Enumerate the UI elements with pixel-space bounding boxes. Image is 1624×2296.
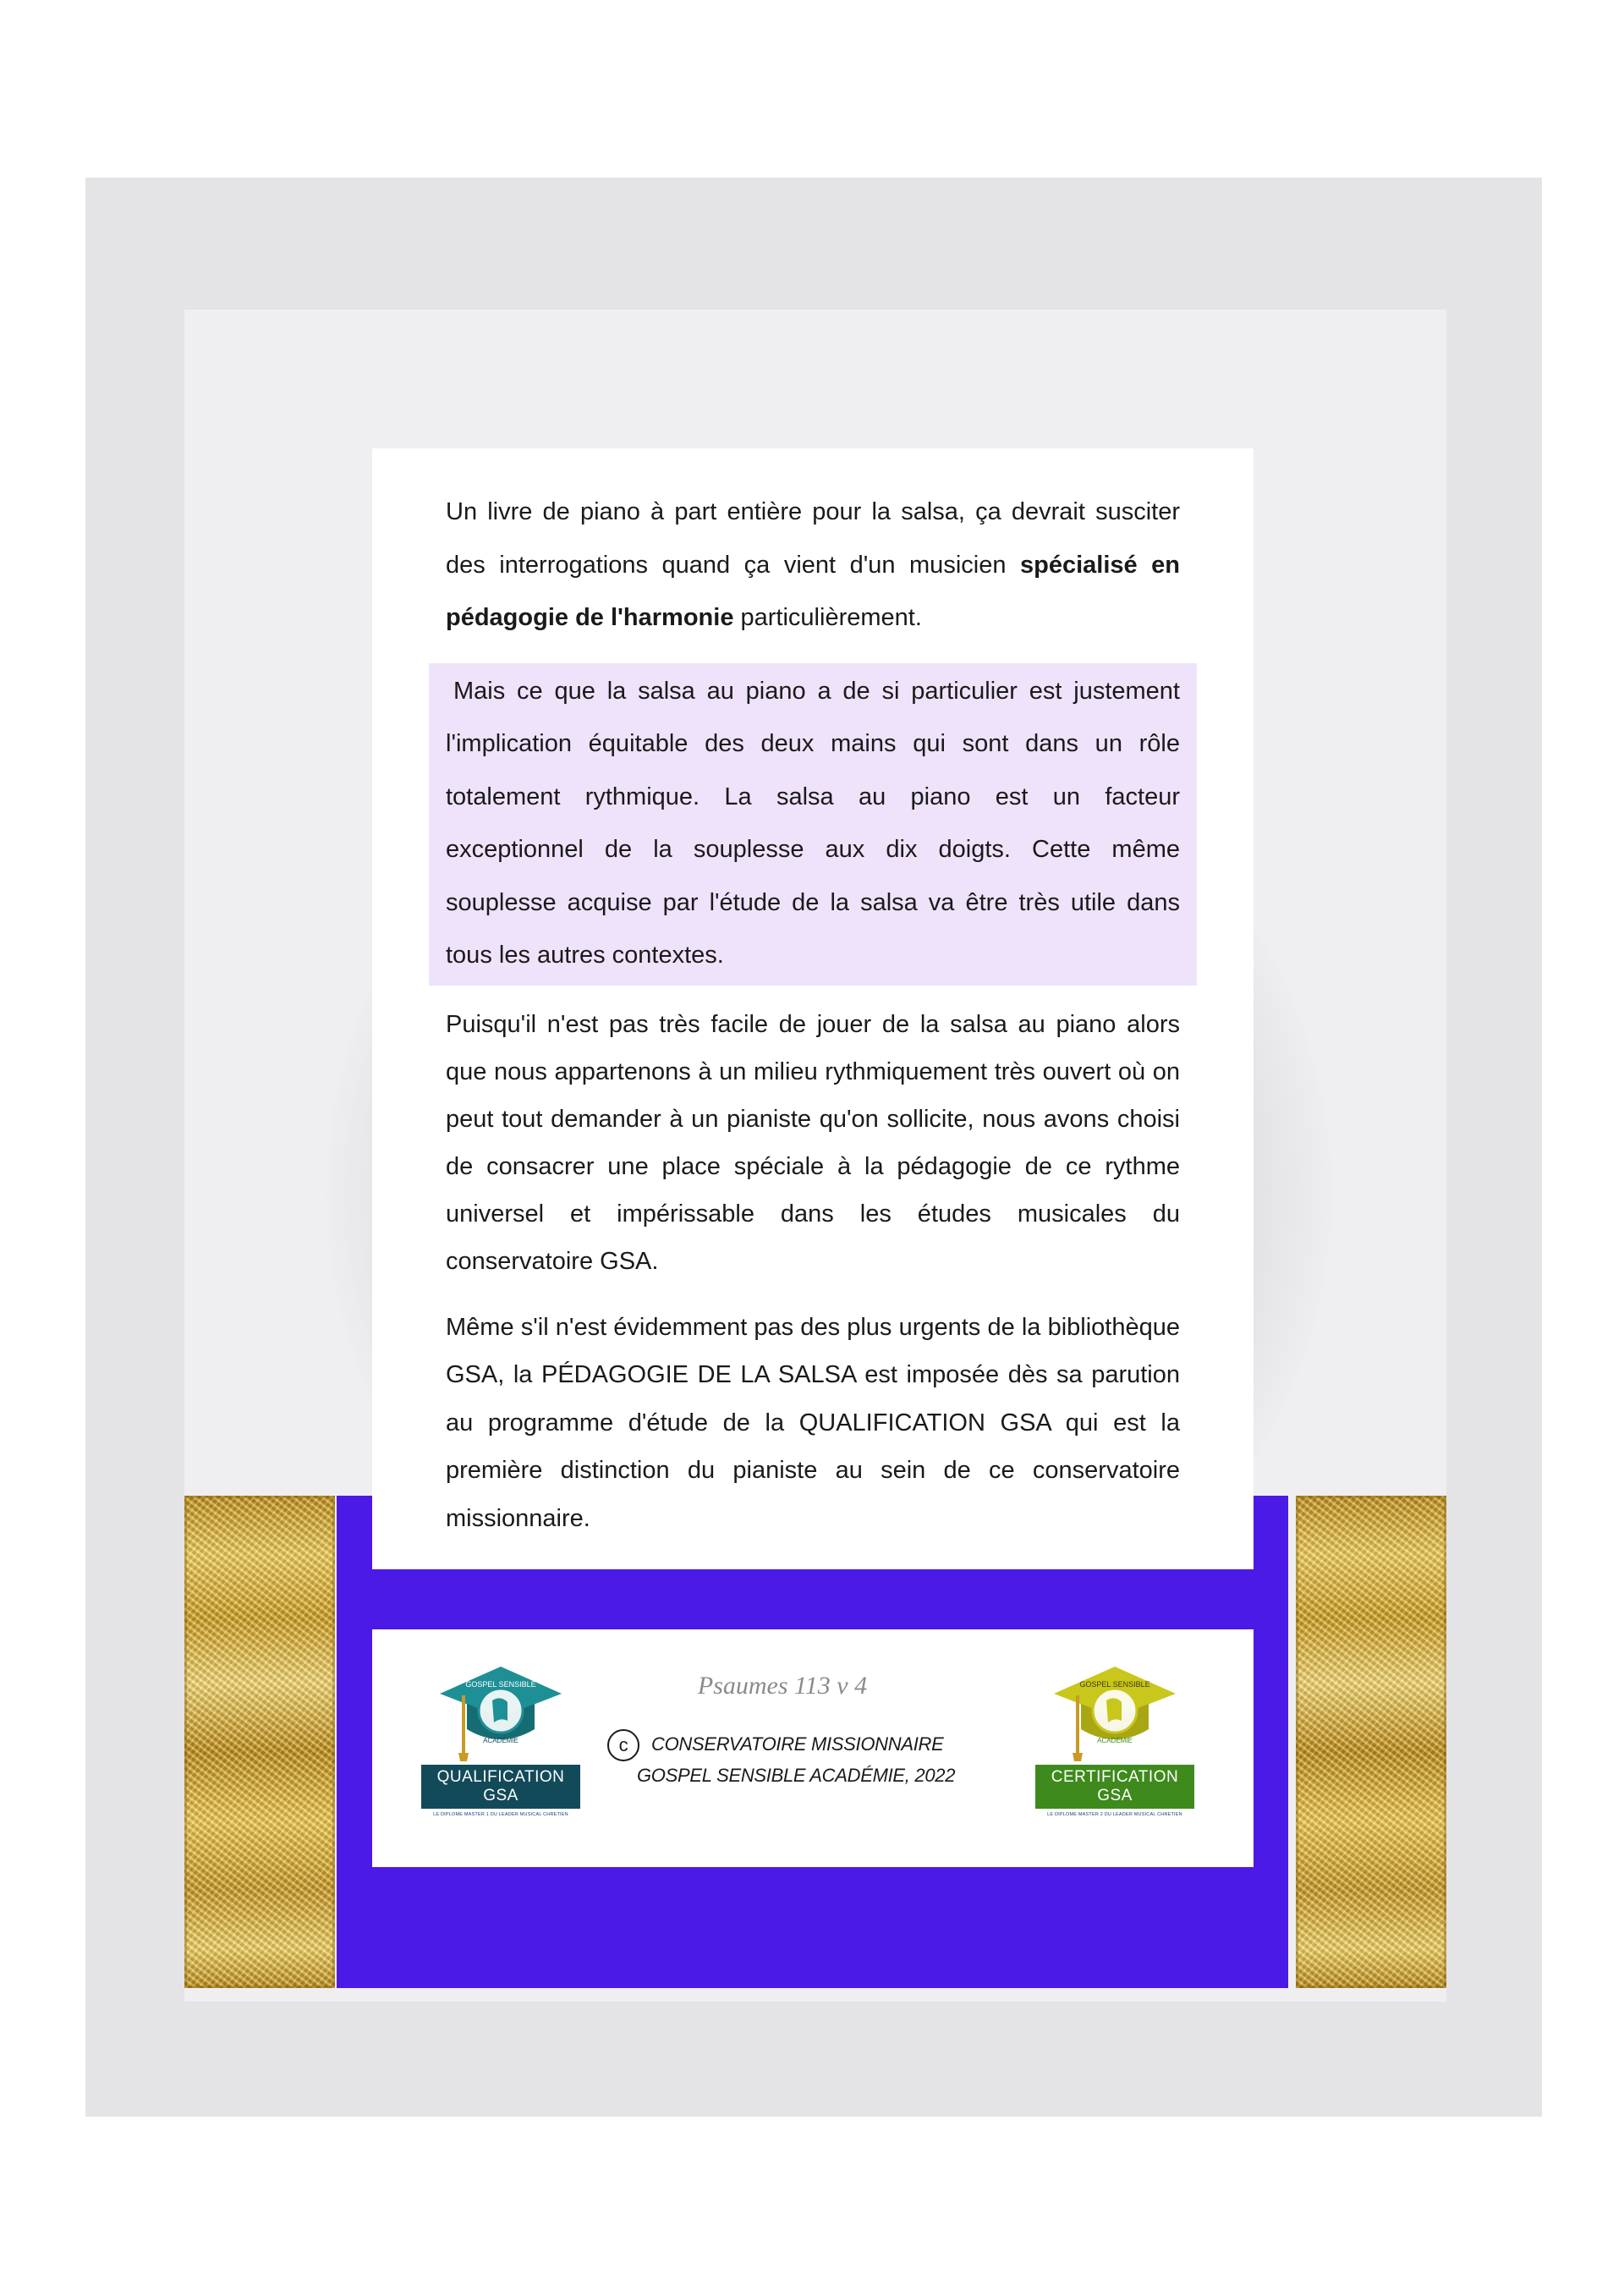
paragraph-1-text: Un livre de piano à part entière pour la salsa, ça devrait susciter des interrogations quand ça vient d'un musicien	[446, 498, 1180, 579]
certification-badge	[1034, 1662, 1196, 1817]
badge-right-arc-text: GOSPEL SENSIBLE	[1079, 1680, 1150, 1689]
certification-label	[1035, 1765, 1194, 1809]
qualification-badge	[420, 1662, 582, 1817]
qualification-gsa: GSA	[483, 1787, 518, 1804]
copyright-line-2: GOSPEL SENSIBLE ACADÉMIE, 2022	[637, 1765, 956, 1786]
gold-panel-left	[184, 1496, 335, 1988]
copyright-icon: c	[607, 1729, 639, 1761]
paragraph-1-end: particulièrement.	[733, 604, 922, 631]
paragraph-3: Puisqu'il n'est pas très facile de jouer de la salsa au piano alors que nous appartenons à un milieu rythmiquement très ouvert où on peut tout demander à un pianiste qu'on sollicite, nous avons choisi de consacrer une place spéciale à la pédagogie de ce rythme universel et impérissable dans les études musicales du conservatoire GSA.	[446, 1010, 1180, 1275]
badge-right-arc-text-bottom: ACADÉMIE	[1097, 1737, 1133, 1744]
certification-subtitle: LE DIPLOME MASTER 2 DU LEADER MUSICAL CHRETIEN	[1047, 1812, 1182, 1817]
graduation-cap-icon	[433, 1662, 568, 1761]
footer-card	[372, 1629, 1254, 1867]
badge-left-arc-text-bottom: ACADÉMIE	[483, 1737, 518, 1744]
paragraph-1-bold: spécialisé en pédagogie de l'harmonie	[446, 551, 1181, 631]
verse-reference: Psaumes 113 v 4	[697, 1672, 868, 1700]
text-card	[372, 448, 1254, 1569]
copyright-line-1	[607, 1729, 1030, 1761]
badge-left-arc-text: GOSPEL SENSIBLE	[465, 1680, 536, 1689]
paragraph-4: Même s'il n'est évidemment pas des plus urgents de la bibliothèque GSA, la PÉDAGOGIE DE LA SALSA est imposée dès sa parution au programme d'étude de la QUALIFICATION GSA qui est la première distinction du pianiste au sein de ce conservatoire missionnaire.	[446, 1313, 1180, 1532]
graduation-cap-icon	[1047, 1662, 1182, 1761]
qualification-label	[421, 1765, 580, 1809]
certification-title: CERTIFICATION	[1051, 1768, 1179, 1786]
certification-gsa: GSA	[1097, 1787, 1133, 1804]
text-body	[446, 486, 1180, 1542]
paragraph-2: Mais ce que la salsa au piano a de si particulier est justement l'implication équitable des deux mains qui sont dans un rôle totalement rythmique. La salsa au piano est un facteur exceptionnel de la souplesse aux dix doigts. Cette même souplesse acquise par l'étude de la salsa va être très utile dans tous les autres contextes.	[446, 677, 1180, 969]
qualification-subtitle: LE DIPLOME MASTER 1 DU LEADER MUSICAL CHRETIEN	[433, 1812, 568, 1817]
highlighted-paragraph	[429, 663, 1197, 986]
paragraph-1	[446, 486, 1180, 645]
copyright-text-1: CONSERVATOIRE MISSIONNAIRE	[651, 1733, 944, 1755]
qualification-title: QUALIFICATION	[436, 1768, 565, 1786]
gold-panel-right	[1296, 1496, 1446, 1988]
